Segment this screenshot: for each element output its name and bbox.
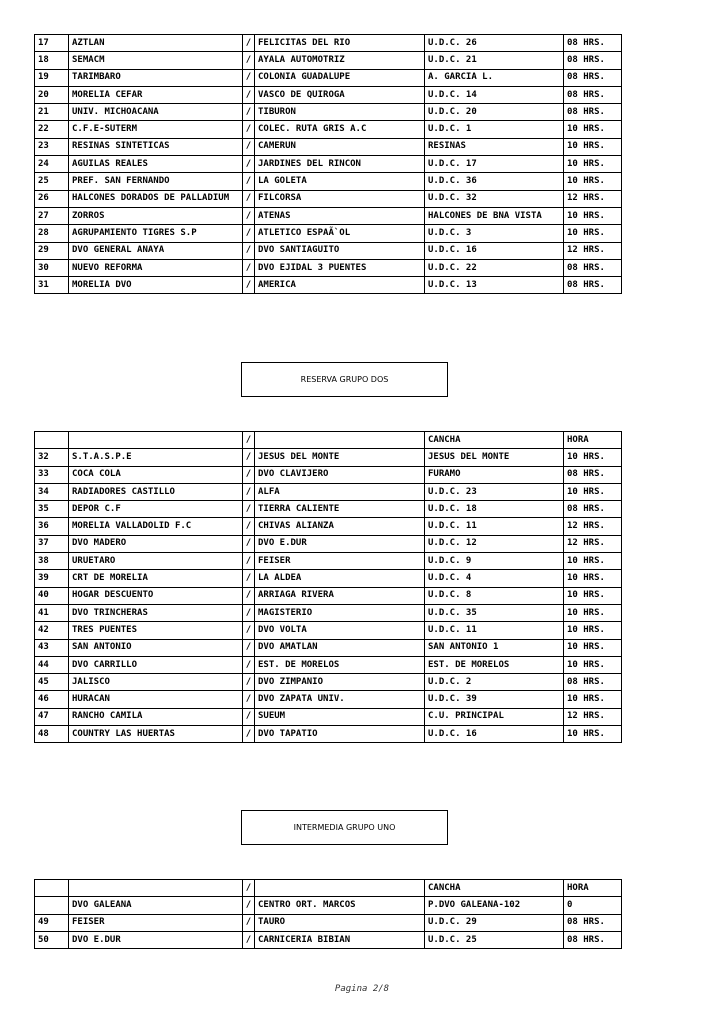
home-team-cell: FEISER [69,914,243,931]
field-cell: HALCONES DE BNA VISTA [425,207,564,224]
home-team-cell: SEMACM [69,52,243,69]
away-team-cell: EST. DE MORELOS [255,656,425,673]
home-team-cell: COUNTRY LAS HUERTAS [69,726,243,743]
time-cell: 08 HRS. [564,466,622,483]
time-cell: HORA [564,880,622,897]
table-row [35,691,622,708]
separator-cell: / [243,622,255,639]
separator-cell: / [243,570,255,587]
schedule-table-body [35,432,622,743]
separator-cell: / [243,604,255,621]
row-number-cell: 48 [35,726,69,743]
away-team-cell: TAURO [255,914,425,931]
row-number-cell: 27 [35,207,69,224]
home-team-cell [69,880,243,897]
away-team-cell: FELICITAS DEL RIO [255,35,425,52]
row-number-cell: 21 [35,104,69,121]
time-cell: 10 HRS. [564,156,622,173]
home-team-cell: UNIV. MICHOACANA [69,104,243,121]
row-number-cell: 50 [35,931,69,948]
table-row [35,674,622,691]
time-cell: 10 HRS. [564,138,622,155]
table-row [35,86,622,103]
away-team-cell: CARNICERIA BIBIAN [255,931,425,948]
page-number: Pagina 2/8 [334,984,390,994]
away-team-cell: MAGISTERIO [255,604,425,621]
schedule-table-body [35,880,622,949]
row-number-cell: 39 [35,570,69,587]
away-team-cell: CENTRO ORT. MARCOS [255,897,425,914]
time-cell: 10 HRS. [564,173,622,190]
table-row [35,259,622,276]
time-cell: 08 HRS. [564,931,622,948]
row-number-cell: 45 [35,674,69,691]
table-row [35,449,622,466]
separator-cell: / [243,86,255,103]
row-number-cell: 38 [35,553,69,570]
field-cell: CANCHA [425,432,564,449]
field-cell: U.D.C. 26 [425,35,564,52]
home-team-cell: DVO TRINCHERAS [69,604,243,621]
time-cell: 10 HRS. [564,483,622,500]
table-row [35,622,622,639]
separator-cell: / [243,691,255,708]
table-row [35,156,622,173]
row-number-cell: 35 [35,501,69,518]
home-team-cell: ZORROS [69,207,243,224]
away-team-cell: DVO VOLTA [255,622,425,639]
home-team-cell: AZTLAN [69,35,243,52]
field-cell: U.D.C. 35 [425,604,564,621]
away-team-cell: CHIVAS ALIANZA [255,518,425,535]
row-number-cell: 41 [35,604,69,621]
table-row [35,708,622,725]
away-team-cell: FILCORSA [255,190,425,207]
field-cell: U.D.C. 9 [425,553,564,570]
away-team-cell: DVO ZAPATA UNIV. [255,691,425,708]
separator-cell: / [243,931,255,948]
home-team-cell: MORELIA VALLADOLID F.C [69,518,243,535]
away-team-cell: DVO SANTIAGUITO [255,242,425,259]
home-team-cell: DVO GALEANA [69,897,243,914]
table-row [35,570,622,587]
field-cell: U.D.C. 4 [425,570,564,587]
separator-cell: / [243,656,255,673]
separator-cell: / [243,449,255,466]
away-team-cell: JARDINES DEL RINCON [255,156,425,173]
field-cell: SAN ANTONIO 1 [425,639,564,656]
home-team-cell: DVO E.DUR [69,931,243,948]
field-cell: U.D.C. 36 [425,173,564,190]
away-team-cell [255,432,425,449]
away-team-cell: AMERICA [255,277,425,294]
table-row [35,587,622,604]
row-number-cell: 25 [35,173,69,190]
time-cell: 10 HRS. [564,225,622,242]
field-cell: U.D.C. 39 [425,691,564,708]
field-cell: A. GARCIA L. [425,69,564,86]
field-cell: RESINAS [425,138,564,155]
field-cell: EST. DE MORELOS [425,656,564,673]
home-team-cell: AGRUPAMIENTO TIGRES S.P [69,225,243,242]
table-row [35,897,622,914]
field-cell: U.D.C. 22 [425,259,564,276]
time-cell: 08 HRS. [564,104,622,121]
away-team-cell: DVO ZIMPANIO [255,674,425,691]
away-team-cell: DVO E.DUR [255,535,425,552]
time-cell: 10 HRS. [564,587,622,604]
separator-cell: / [243,225,255,242]
separator-cell: / [243,69,255,86]
row-number-cell: 18 [35,52,69,69]
separator-cell: / [243,35,255,52]
section-title-intermedia-grupo-uno: INTERMEDIA GRUPO UNO [241,810,448,845]
row-number-cell [35,897,69,914]
table-row [35,483,622,500]
time-cell: 10 HRS. [564,449,622,466]
away-team-cell: DVO AMATLAN [255,639,425,656]
row-number-cell: 30 [35,259,69,276]
time-cell: 10 HRS. [564,639,622,656]
time-cell: 12 HRS. [564,708,622,725]
field-cell: U.D.C. 32 [425,190,564,207]
away-team-cell: LA ALDEA [255,570,425,587]
field-cell: U.D.C. 14 [425,86,564,103]
away-team-cell: CAMERUN [255,138,425,155]
field-cell: P.DVO GALEANA-102 [425,897,564,914]
separator-cell: / [243,897,255,914]
field-cell: U.D.C. 25 [425,931,564,948]
time-cell: 08 HRS. [564,86,622,103]
table-row [35,138,622,155]
separator-cell: / [243,259,255,276]
time-cell: 0 [564,897,622,914]
time-cell: 08 HRS. [564,69,622,86]
table-row [35,277,622,294]
row-number-cell: 17 [35,35,69,52]
field-cell: CANCHA [425,880,564,897]
home-team-cell: HOGAR DESCUENTO [69,587,243,604]
table-row [35,501,622,518]
time-cell: 10 HRS. [564,622,622,639]
separator-cell: / [243,708,255,725]
home-team-cell: HURACAN [69,691,243,708]
time-cell: 08 HRS. [564,914,622,931]
field-cell: C.U. PRINCIPAL [425,708,564,725]
time-cell: 12 HRS. [564,190,622,207]
row-number-cell: 29 [35,242,69,259]
field-cell: U.D.C. 16 [425,242,564,259]
home-team-cell: CRT DE MORELIA [69,570,243,587]
home-team-cell: URUETARO [69,553,243,570]
field-cell: U.D.C. 21 [425,52,564,69]
separator-cell: / [243,553,255,570]
row-number-cell: 32 [35,449,69,466]
row-number-cell: 33 [35,466,69,483]
time-cell: 08 HRS. [564,501,622,518]
row-number-cell: 37 [35,535,69,552]
field-cell: FURAMO [425,466,564,483]
home-team-cell: JALISCO [69,674,243,691]
away-team-cell: ALFA [255,483,425,500]
time-cell: 10 HRS. [564,207,622,224]
table-row [35,726,622,743]
time-cell: 08 HRS. [564,52,622,69]
away-team-cell: DVO EJIDAL 3 PUENTES [255,259,425,276]
away-team-cell: DVO TAPATIO [255,726,425,743]
field-cell: U.D.C. 17 [425,156,564,173]
row-number-cell: 22 [35,121,69,138]
separator-cell: / [243,880,255,897]
home-team-cell: PREF. SAN FERNANDO [69,173,243,190]
away-team-cell: ARRIAGA RIVERA [255,587,425,604]
separator-cell: / [243,587,255,604]
table-row [35,914,622,931]
time-cell: 08 HRS. [564,674,622,691]
row-number-cell: 46 [35,691,69,708]
table-row [35,604,622,621]
separator-cell: / [243,52,255,69]
table-row [35,535,622,552]
separator-cell: / [243,190,255,207]
field-cell: U.D.C. 1 [425,121,564,138]
home-team-cell: COCA COLA [69,466,243,483]
home-team-cell [69,432,243,449]
time-cell: 10 HRS. [564,121,622,138]
separator-cell: / [243,914,255,931]
separator-cell: / [243,277,255,294]
table-row [35,518,622,535]
away-team-cell [255,880,425,897]
row-number-cell: 36 [35,518,69,535]
time-cell: 10 HRS. [564,570,622,587]
row-number-cell: 31 [35,277,69,294]
field-cell: U.D.C. 2 [425,674,564,691]
schedule-table-group-1 [34,34,622,294]
away-team-cell: DVO CLAVIJERO [255,466,425,483]
separator-cell: / [243,432,255,449]
table-row [35,639,622,656]
time-cell: 10 HRS. [564,604,622,621]
time-cell: 12 HRS. [564,518,622,535]
away-team-cell: COLEC. RUTA GRIS A.C [255,121,425,138]
home-team-cell: MORELIA DVO [69,277,243,294]
separator-cell: / [243,207,255,224]
separator-cell: / [243,242,255,259]
home-team-cell: HALCONES DORADOS DE PALLADIUM [69,190,243,207]
field-cell: U.D.C. 16 [425,726,564,743]
row-number-cell: 24 [35,156,69,173]
separator-cell: / [243,726,255,743]
field-cell: U.D.C. 13 [425,277,564,294]
row-number-cell: 49 [35,914,69,931]
time-cell: 08 HRS. [564,277,622,294]
table-row [35,242,622,259]
field-cell: U.D.C. 11 [425,518,564,535]
time-cell: 12 HRS. [564,242,622,259]
table-header-row [35,432,622,449]
home-team-cell: AGUILAS REALES [69,156,243,173]
away-team-cell: SUEUM [255,708,425,725]
table-row [35,466,622,483]
time-cell: 08 HRS. [564,259,622,276]
row-number-cell: 34 [35,483,69,500]
separator-cell: / [243,466,255,483]
row-number-cell: 42 [35,622,69,639]
home-team-cell: C.F.E-SUTERM [69,121,243,138]
home-team-cell: NUEVO REFORMA [69,259,243,276]
separator-cell: / [243,535,255,552]
home-team-cell: SAN ANTONIO [69,639,243,656]
row-number-cell [35,432,69,449]
home-team-cell: DVO CARRILLO [69,656,243,673]
away-team-cell: ATLETICO ESPAÃ`OL [255,225,425,242]
away-team-cell: FEISER [255,553,425,570]
field-cell: U.D.C. 8 [425,587,564,604]
time-cell: 10 HRS. [564,656,622,673]
home-team-cell: S.T.A.S.P.E [69,449,243,466]
table-row [35,190,622,207]
table-row [35,35,622,52]
field-cell: U.D.C. 23 [425,483,564,500]
table-row [35,931,622,948]
home-team-cell: DEPOR C.F [69,501,243,518]
table-row [35,656,622,673]
row-number-cell: 28 [35,225,69,242]
separator-cell: / [243,121,255,138]
away-team-cell: TIERRA CALIENTE [255,501,425,518]
away-team-cell: LA GOLETA [255,173,425,190]
time-cell: 10 HRS. [564,691,622,708]
separator-cell: / [243,674,255,691]
row-number-cell: 43 [35,639,69,656]
schedule-table-intermedia-grupo-uno [34,879,622,949]
section-title-reserva-grupo-dos: RESERVA GRUPO DOS [241,362,448,397]
table-row [35,121,622,138]
time-cell: 10 HRS. [564,726,622,743]
row-number-cell: 40 [35,587,69,604]
separator-cell: / [243,156,255,173]
away-team-cell: VASCO DE QUIROGA [255,86,425,103]
time-cell: 10 HRS. [564,553,622,570]
separator-cell: / [243,639,255,656]
field-cell: U.D.C. 3 [425,225,564,242]
home-team-cell: MORELIA CEFAR [69,86,243,103]
table-row [35,69,622,86]
time-cell: HORA [564,432,622,449]
home-team-cell: TARIMBARO [69,69,243,86]
schedule-table-body [35,35,622,294]
away-team-cell: AYALA AUTOMOTRIZ [255,52,425,69]
row-number-cell: 26 [35,190,69,207]
separator-cell: / [243,483,255,500]
field-cell: U.D.C. 11 [425,622,564,639]
separator-cell: / [243,138,255,155]
table-row [35,553,622,570]
home-team-cell: DVO GENERAL ANAYA [69,242,243,259]
table-row [35,104,622,121]
table-row [35,52,622,69]
row-number-cell: 19 [35,69,69,86]
away-team-cell: COLONIA GUADALUPE [255,69,425,86]
row-number-cell: 23 [35,138,69,155]
separator-cell: / [243,104,255,121]
home-team-cell: TRES PUENTES [69,622,243,639]
time-cell: 12 HRS. [564,535,622,552]
away-team-cell: TIBURON [255,104,425,121]
table-row [35,173,622,190]
home-team-cell: RANCHO CAMILA [69,708,243,725]
row-number-cell: 47 [35,708,69,725]
home-team-cell: RESINAS SINTETICAS [69,138,243,155]
schedule-table-reserva-grupo-dos [34,431,622,743]
separator-cell: / [243,518,255,535]
field-cell: U.D.C. 20 [425,104,564,121]
table-header-row [35,880,622,897]
away-team-cell: JESUS DEL MONTE [255,449,425,466]
field-cell: U.D.C. 18 [425,501,564,518]
home-team-cell: RADIADORES CASTILLO [69,483,243,500]
separator-cell: / [243,173,255,190]
row-number-cell: 20 [35,86,69,103]
table-row [35,207,622,224]
field-cell: U.D.C. 29 [425,914,564,931]
row-number-cell [35,880,69,897]
home-team-cell: DVO MADERO [69,535,243,552]
table-row [35,225,622,242]
row-number-cell: 44 [35,656,69,673]
separator-cell: / [243,501,255,518]
time-cell: 08 HRS. [564,35,622,52]
field-cell: JESUS DEL MONTE [425,449,564,466]
away-team-cell: ATENAS [255,207,425,224]
field-cell: U.D.C. 12 [425,535,564,552]
